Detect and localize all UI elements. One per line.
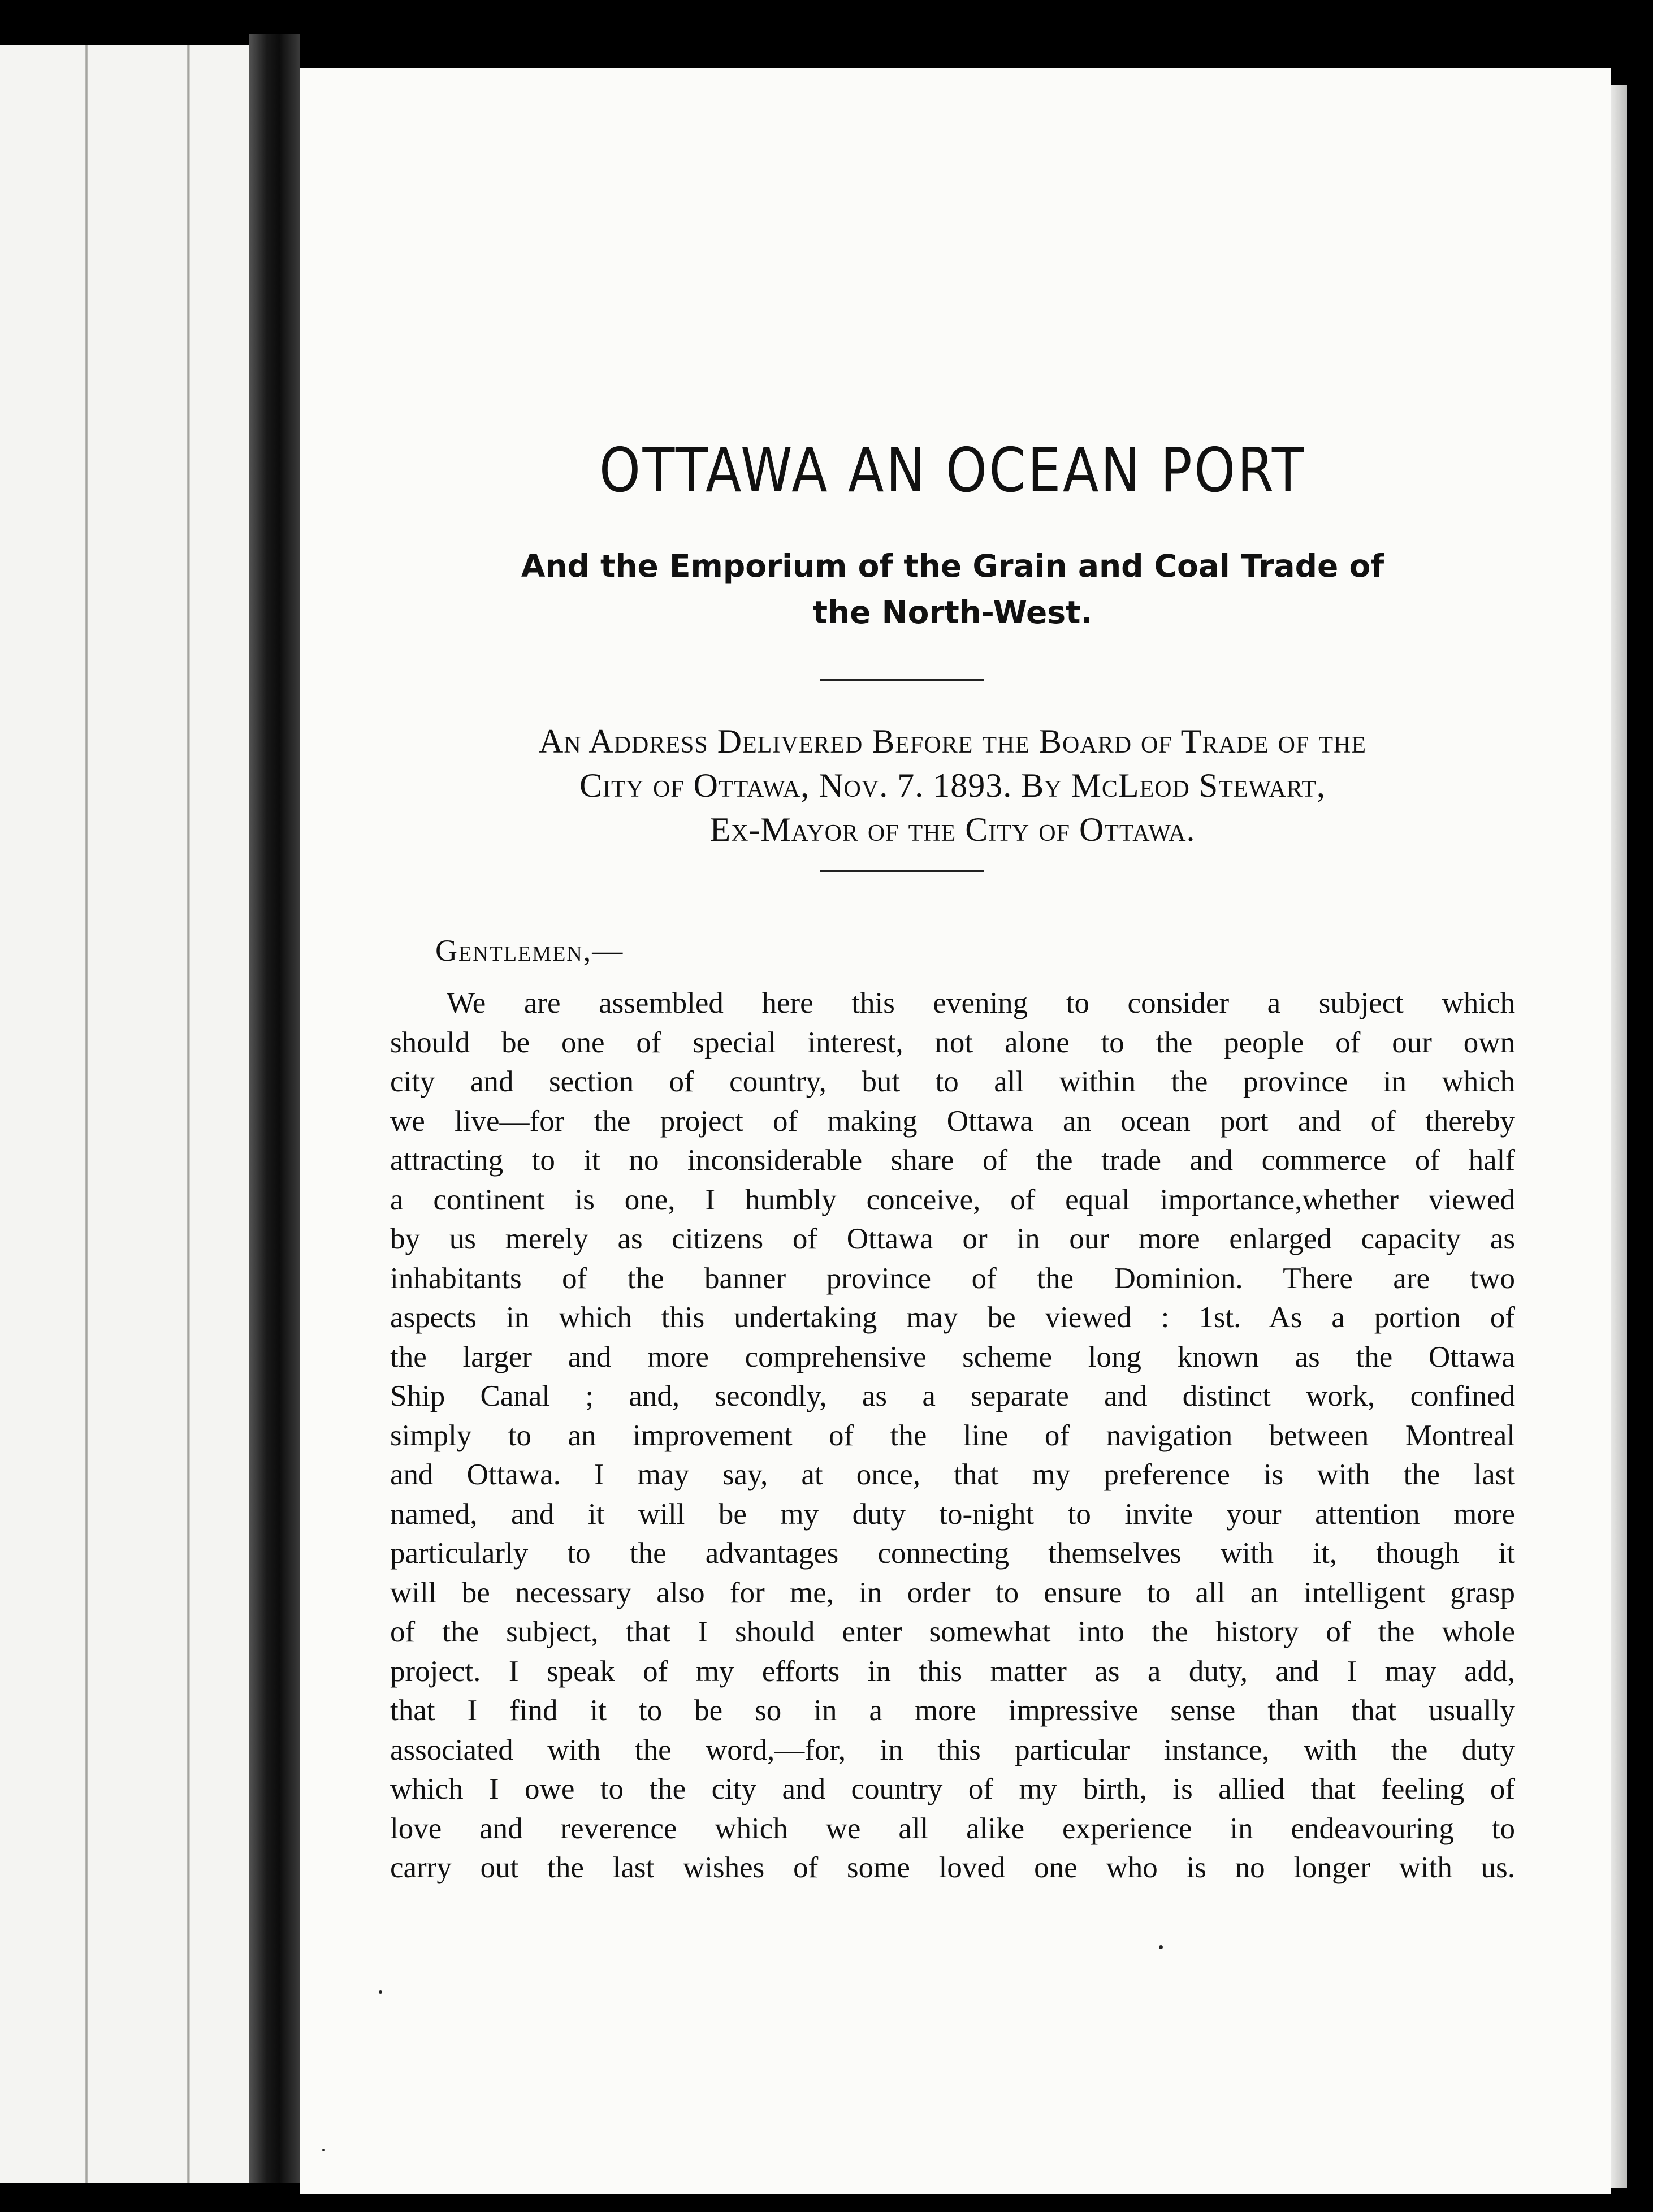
address-line: An Address Delivered Before the Board of Trade of the [539,723,1366,760]
document-title: OTTAWA AN OCEAN PORT [599,435,1306,506]
body-line: love and reverence which we all alike experience in endeavouring to [390,1812,1515,1845]
divider-rule [820,870,984,872]
body-line: and Ottawa. I may say, at once, that my preference is with the last [390,1458,1515,1491]
body-line: associated with the word,—for, in this particular instance, with the duty [390,1733,1515,1766]
body-line: a continent is one, I humbly conceive, of equal importance,whether viewed [390,1183,1515,1216]
body-line: aspects in which this undertaking may be viewed : 1st. As a portion of [390,1301,1515,1334]
address-line: City of Ottawa, Nov. 7. 1893. By McLeod Stewart, [579,767,1326,804]
address-line: Ex-Mayor of the City of Ottawa. [709,811,1196,848]
salutation: Gentlemen,— [435,934,624,967]
fold-line [187,45,190,2183]
body-line: the larger and more comprehensive scheme long known as the Ottawa [390,1340,1515,1373]
body-line: project. I speak of my efforts in this matter as a duty, and I may add, [390,1654,1515,1688]
body-line: of the subject, that I should enter somewhat into the history of the whole [390,1615,1515,1648]
body-line: that I find it to be so in a more impressive sense than that usually [390,1694,1515,1727]
body-line: We are assembled here this evening to consider a subject which [447,987,1515,1019]
body-line: by us merely as citizens of Ottawa or in our more enlarged capacity as [390,1222,1515,1255]
fold-line [85,45,88,2183]
body-line: Ship Canal ; and, secondly, as a separate and distinct work, confined [390,1380,1515,1412]
divider-rule [820,679,984,681]
scan-speck [1159,1945,1163,1949]
body-line: inhabitants of the banner province of the Dominion. There are two [390,1261,1515,1295]
document-page [300,68,1611,2194]
document-subtitle [390,543,1515,636]
body-paragraph [390,984,1515,1888]
address-description [390,719,1515,852]
body-line: attracting to it no inconsiderable share of the trade and commerce of half [390,1144,1515,1177]
body-line: named, and it will be my duty to-night to invite your attention more [390,1497,1515,1531]
body-line: we live—for the project of making Ottawa an ocean port and of thereby [390,1104,1515,1138]
subtitle-line: the North-West. [812,594,1093,630]
body-line: carry out the last wishes of some loved one who is no longer with us. [390,1851,1515,1884]
scan-speck [322,2149,325,2151]
page-edge [1611,85,1627,2188]
body-line: will be necessary also for me, in order to ensure to all an intelligent grasp [390,1576,1515,1609]
body-line: particularly to the advantages connecting themselves with it, though it [390,1537,1515,1570]
subtitle-line: And the Emporium of the Grain and Coal Trade of [521,548,1384,584]
facing-page-edge [0,45,249,2183]
scan-speck [379,1990,382,1994]
body-line: should be one of special interest, not alone to the people of our own [390,1026,1515,1059]
book-gutter [249,34,300,2183]
body-line: simply to an improvement of the line of navigation between Montreal [390,1419,1515,1452]
body-line: city and section of country, but to all within the province in which [390,1065,1515,1098]
body-line: which I owe to the city and country of my birth, is allied that feeling of [390,1773,1515,1805]
